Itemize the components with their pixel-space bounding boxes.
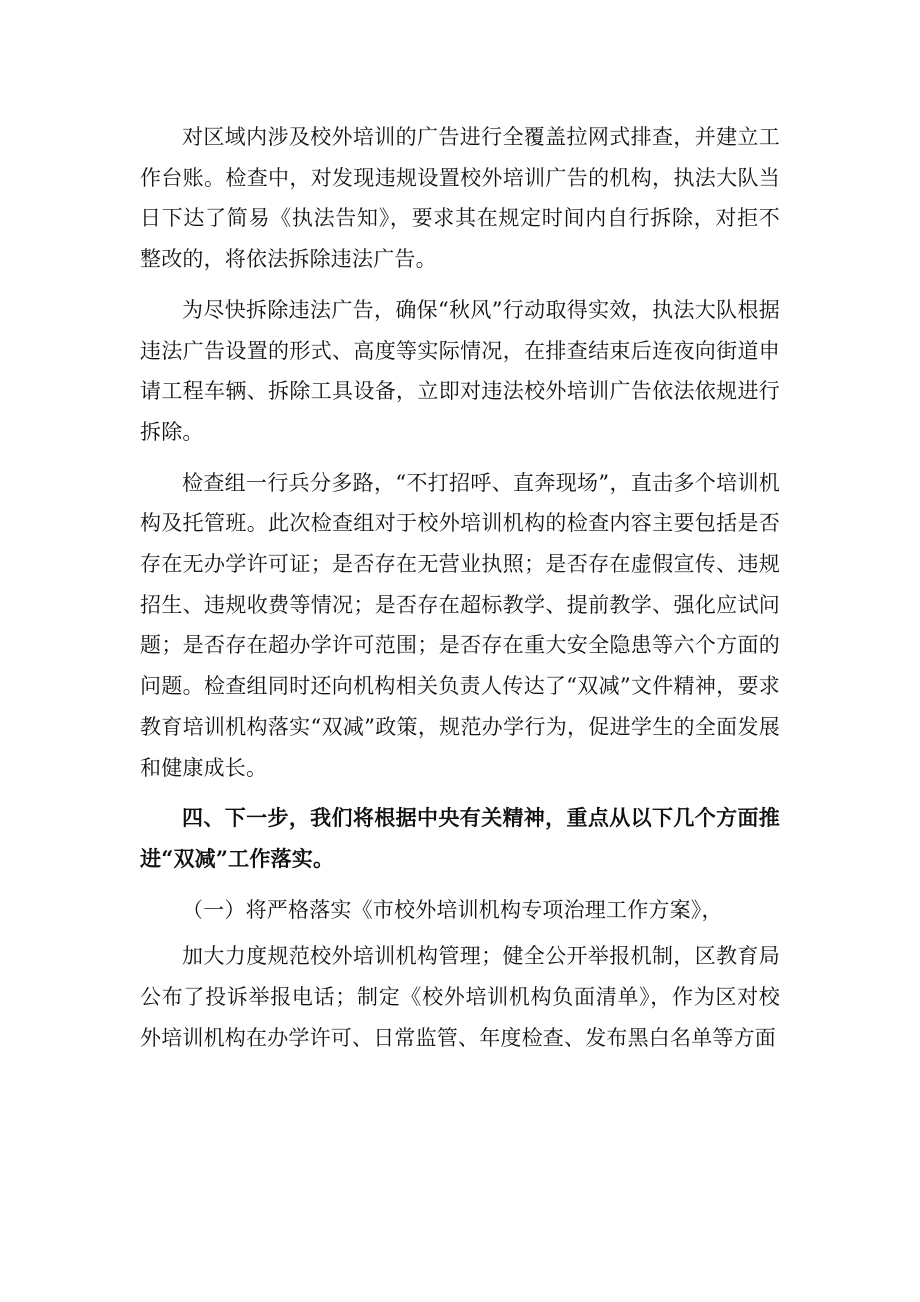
section-heading: 四、下一步，我们将根据中央有关精神，重点从以下几个方面推进“双减”工作落实。 <box>140 805 780 871</box>
paragraph-management: 加大力度规范校外培训机构管理；健全公开举报机制，区教育局公布了投诉举报电话；制定《校外培训机构负面清单》，作为区对校外培训机构在办学许可、日常监管、年度检查、发布黑白名单等方面 <box>140 944 780 1050</box>
paragraph-inspection: 检查组一行兵分多路，“不打招呼、直奔现场”，直击多个培训机构及托管班。此次检查组对于校外培训机构的检查内容主要包括是否存在无办学许可证；是否存在无营业执照；是否存在虚假宣传、违规招生、违规收费等情况；是否存在超标教学、提前教学、强化应试问题；是否存在超办学许可范围；是否存在重大安全隐患等六个方面的问题。检查组同时还向机构相关负责人传达了“双减”文件精神，要求教育培训机构落实“双减”政策，规范办学行为，促进学生的全面发展和健康成长。 <box>140 470 780 780</box>
document-body <box>140 117 780 1068</box>
subheading: （一）将严格落实《市校外培训机构专项治理工作方案》， <box>182 897 723 922</box>
paragraph-advertising-survey: 对区域内涉及校外培训的广告进行全覆盖拉网式排查，并建立工作台账。检查中，对发现违规设置校外培训广告的机构，执法大队当日下达了简易《执法告知》，要求其在规定时间内自行拆除，对拒不整改的，将依法拆除违法广告。 <box>140 125 780 272</box>
paragraph-ad-removal: 为尽快拆除违法广告，确保“秋风”行动取得实效，执法大队根据违法广告设置的形式、高度等实际情况，在排查结束后连夜向街道申请工程车辆、拆除工具设备，立即对违法校外培训广告依法依规进行拆除。 <box>140 297 780 444</box>
